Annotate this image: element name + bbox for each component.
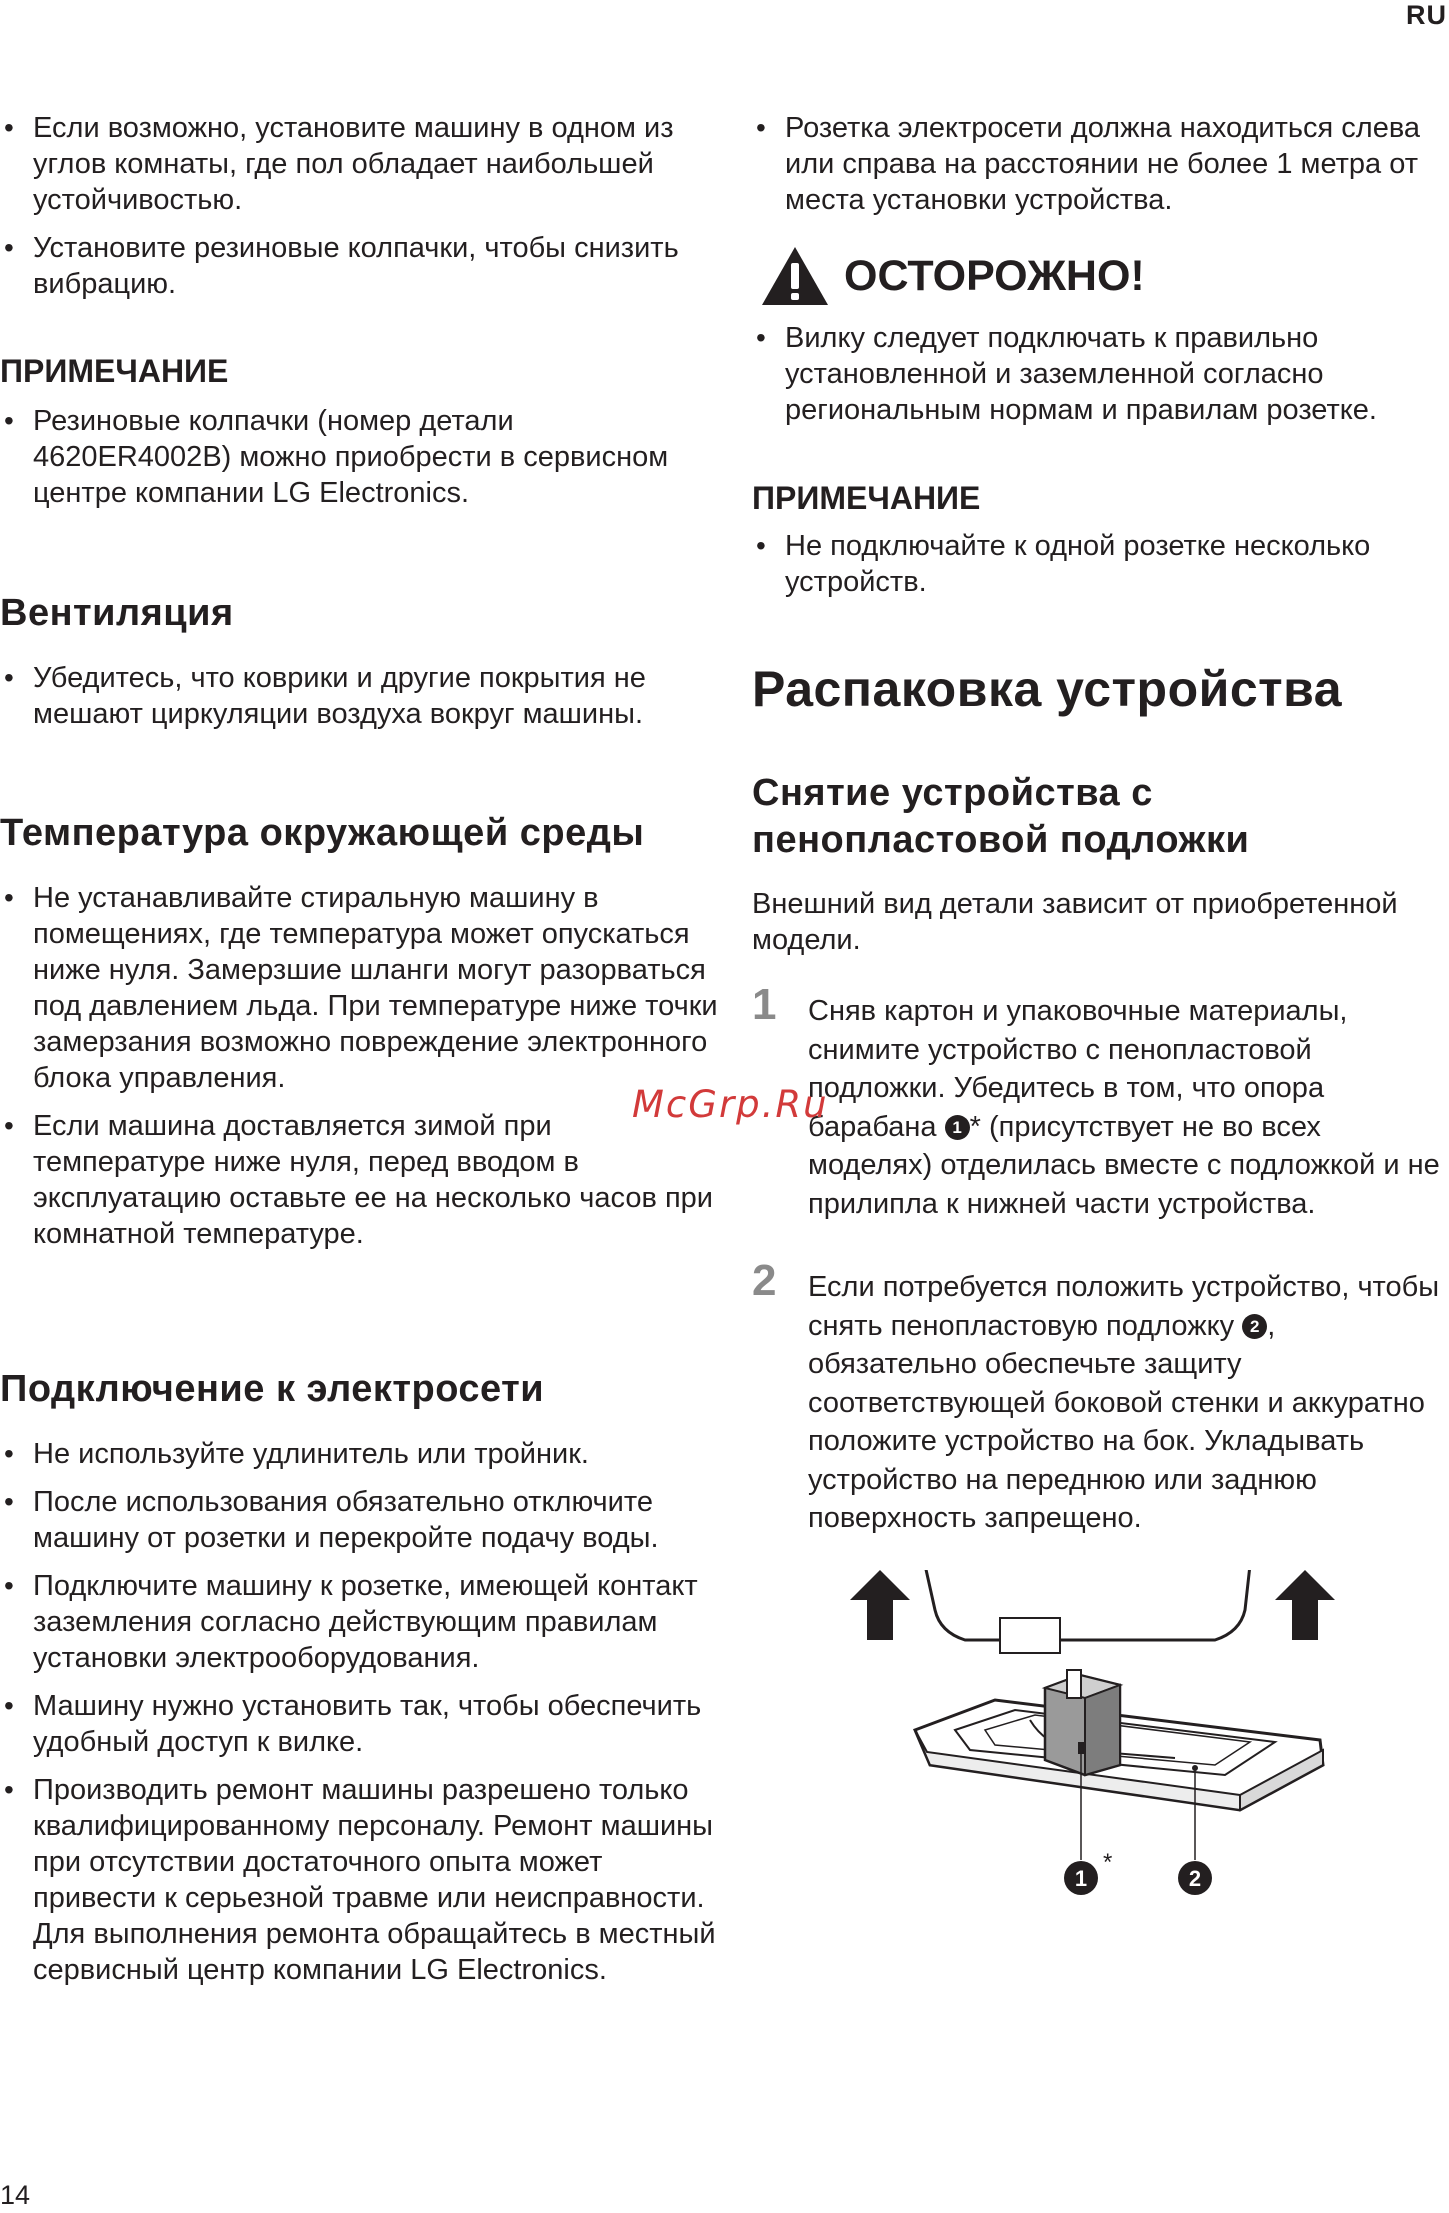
step-number: 1 xyxy=(752,980,777,1029)
warning-triangle-icon xyxy=(760,245,830,307)
foam-base-drawing xyxy=(845,1570,1335,1940)
power-bullets xyxy=(0,1436,720,2000)
list-item: • Установите резиновые колпачки, чтобы снизить вибрацию. xyxy=(0,230,720,302)
list-item: • Не подключайте к одной розетке несколько устройств. xyxy=(752,528,1449,600)
ventilation-bullets xyxy=(0,660,720,744)
list-item: • Резиновые колпачки (номер детали 4620ER4002B) можно приобрести в сервисном центре компании LG Electronics. xyxy=(0,403,720,511)
foam-base-illustration xyxy=(845,1570,1335,1940)
list-item: • Убедитесь, что коврики и другие покрытия не мешают циркуляции воздуха вокруг машины. xyxy=(0,660,720,732)
list-item: • Не устанавливайте стиральную машину в помещениях, где температура может опускаться ниже нуля. Замерзшие шланги могут разорваться под давлением льда. При температуре ниже точки замерзания возможно повреждение электронного блока управления. xyxy=(0,880,720,1096)
lift-arrow-right-icon xyxy=(1275,1570,1335,1640)
temperature-bullets xyxy=(0,880,720,1264)
remove-intro: Внешний вид детали зависит от приобретенной модели. xyxy=(752,888,1398,956)
step-text: Если потребуется положить устройство, чтобы снять пенопластовую подложку xyxy=(808,1271,1440,1342)
step-text: * (присутствует не во всех моделях) отделилась вместе с подложкой и не прилипла к нижней части устройства. xyxy=(808,1110,1440,1220)
remove-heading: Снятие устройства с пенопластовой подложки xyxy=(752,772,1250,861)
list-item: • Если возможно, установите машину в одном из углов комнаты, где пол обладает наибольшей устойчивостью. xyxy=(0,110,720,218)
caution-bullets xyxy=(752,320,1449,440)
list-item: • Если машина доставляется зимой при температуре ниже нуля, перед вводом в эксплуатацию оставьте ее на несколько часов при комнатной температуре. xyxy=(0,1108,720,1252)
callout-1-label: 1 xyxy=(1074,1866,1088,1891)
watermark: McGrp.Ru xyxy=(632,1083,829,1126)
power-heading: Подключение к электросети xyxy=(0,1368,545,1410)
note-bullets xyxy=(752,528,1449,612)
language-label: RU xyxy=(1406,0,1447,30)
list-item: • Машину нужно установить так, чтобы обеспечить удобный доступ к вилке. xyxy=(0,1688,720,1760)
install-bullets xyxy=(0,110,720,314)
unpack-heading: Распаковка устройства xyxy=(752,661,1343,717)
callout-2-icon: 2 xyxy=(1242,1314,1267,1339)
page-number: 14 xyxy=(0,2180,31,2210)
step-text: Сняв картон и упаковочные материалы, снимите устройство с пенопластовой подложки. Убедитесь в том, что опора барабана xyxy=(808,995,1348,1143)
callout-1-icon: 1 xyxy=(945,1115,970,1140)
lift-arrow-left-icon xyxy=(850,1570,910,1640)
list-item: • Производить ремонт машины разрешено только квалифицированному персоналу. Ремонт машины при отсутствии достаточного опыта может привести к серьезной травме или неисправности. Для выполнения ремонта обращайтесь в местный сервисный центр компании LG Electronics. xyxy=(0,1772,720,1988)
note-heading: ПРИМЕЧАНИЕ xyxy=(0,353,229,389)
callout-1-star: * xyxy=(1103,1849,1113,1876)
note-heading: ПРИМЕЧАНИЕ xyxy=(752,480,981,516)
step-2 xyxy=(752,1256,1449,1538)
callout-2-label: 2 xyxy=(1188,1866,1202,1891)
list-item: • После использования обязательно отключите машину от розетки и перекройте подачу воды. xyxy=(0,1484,720,1556)
list-item: • Вилку следует подключать к правильно установленной и заземленной согласно региональным нормам и правилам розетке. xyxy=(752,320,1449,428)
step-number: 2 xyxy=(752,1256,777,1305)
list-item: • Не используйте удлинитель или тройник. xyxy=(0,1436,720,1472)
caution-title: ОСТОРОЖНО! xyxy=(844,251,1145,300)
list-item: • Подключите машину к розетке, имеющей контакт заземления согласно действующим правилам установки электрооборудования. xyxy=(0,1568,720,1676)
caution-heading xyxy=(760,245,1145,307)
step-text: , обязательно обеспечьте защиту соответствующей боковой стенки и аккуратно положите устройство на бок. Укладывать устройство на переднюю или заднюю поверхность запрещено. xyxy=(808,1309,1425,1534)
note-bullets xyxy=(0,403,720,523)
step-1 xyxy=(752,980,1449,1223)
socket-bullets xyxy=(752,110,1449,230)
list-item: • Розетка электросети должна находиться слева или справа на расстоянии не более 1 метра от места установки устройства. xyxy=(752,110,1449,218)
ventilation-heading: Вентиляция xyxy=(0,592,234,634)
temperature-heading: Температура окружающей среды xyxy=(0,812,645,854)
